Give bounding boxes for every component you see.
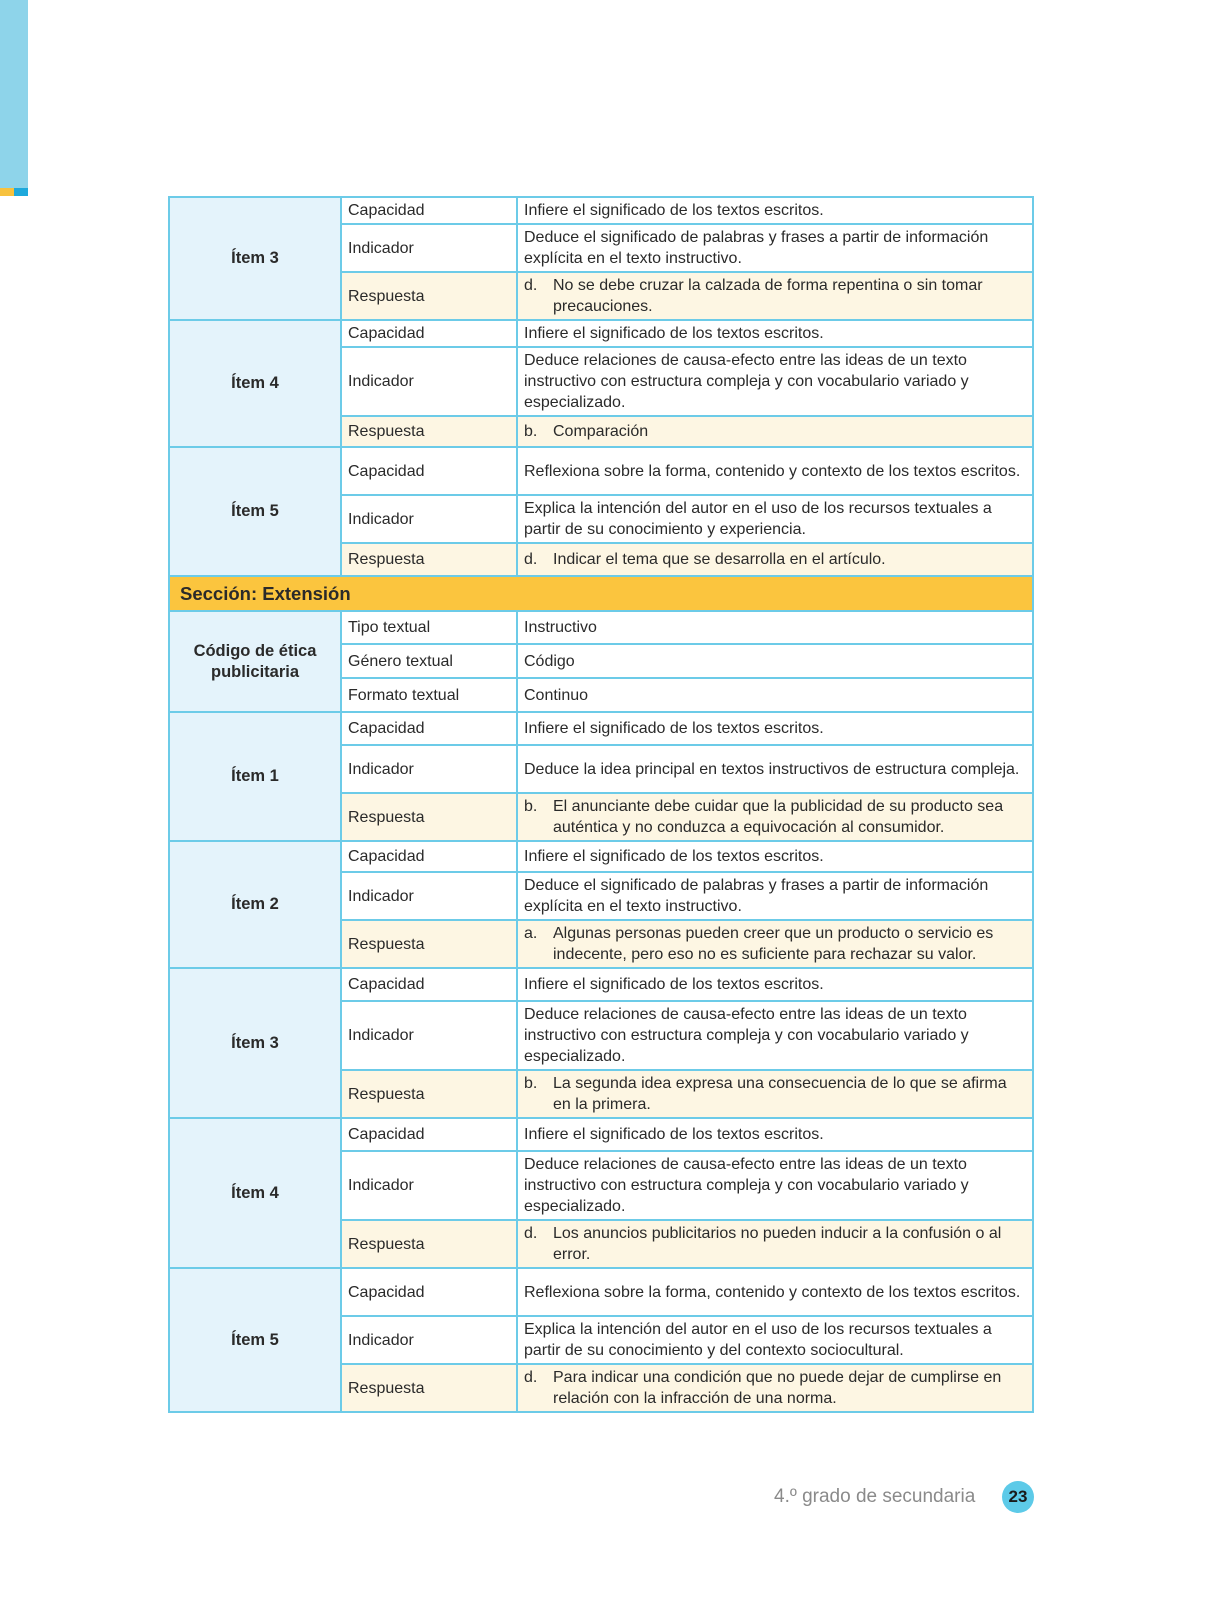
capacidad-value: Infiere el significado de los textos escritos. (517, 712, 1033, 745)
item-label: Ítem 3 (169, 968, 341, 1118)
option-text: Para indicar una condición que no puede dejar de cumplirse en relación con la infracción de una norma. (553, 1369, 1002, 1407)
indicador-label: Indicador (341, 1316, 517, 1364)
item-label: Ítem 3 (169, 197, 341, 320)
item-label: Ítem 1 (169, 712, 341, 841)
option-letter: a. (524, 925, 538, 942)
respuesta-value (517, 920, 1033, 968)
capacidad-value: Infiere el significado de los textos escritos. (517, 841, 1033, 872)
indicador-value: Deduce el significado de palabras y frases a partir de información explícita en el texto instructivo. (517, 872, 1033, 920)
capacidad-value: Infiere el significado de los textos escritos. (517, 320, 1033, 347)
respuesta-value (517, 1220, 1033, 1268)
option-letter: b. (524, 423, 538, 440)
indicador-value: Explica la intención del autor en el uso de los recursos textuales a partir de su conocimiento y experiencia. (517, 495, 1033, 543)
row-capacidad (169, 447, 1033, 495)
page-number-badge: 23 (1002, 1481, 1034, 1513)
text-title: Código de ética publicitaria (169, 611, 341, 712)
indicador-label: Indicador (341, 745, 517, 793)
option-letter: b. (524, 798, 538, 815)
capacidad-value: Infiere el significado de los textos escritos. (517, 968, 1033, 1001)
row-capacidad (169, 320, 1033, 347)
respuesta-label: Respuesta (341, 1070, 517, 1118)
item-label: Ítem 2 (169, 841, 341, 968)
item-label: Ítem 4 (169, 320, 341, 447)
formato-textual-value: Continuo (517, 678, 1033, 712)
indicador-label: Indicador (341, 347, 517, 416)
tipo-textual-label: Tipo textual (341, 611, 517, 644)
indicador-label: Indicador (341, 1151, 517, 1220)
item-label: Ítem 5 (169, 1268, 341, 1412)
option-text: Algunas personas pueden creer que un producto o servicio es indecente, pero eso no es suficiente para rechazar su valor. (553, 925, 994, 963)
section-header-row (169, 576, 1033, 611)
respuesta-value (517, 272, 1033, 320)
capacidad-label: Capacidad (341, 1268, 517, 1316)
option-text: No se debe cruzar la calzada de forma repentina o sin tomar precauciones. (553, 277, 983, 315)
respuesta-label: Respuesta (341, 1220, 517, 1268)
capacidad-label: Capacidad (341, 320, 517, 347)
indicador-label: Indicador (341, 224, 517, 272)
option-text: Comparación (553, 423, 649, 440)
indicador-value: Deduce el significado de palabras y frases a partir de información explícita en el texto instructivo. (517, 224, 1033, 272)
respuesta-label: Respuesta (341, 416, 517, 447)
option-text: Indicar el tema que se desarrolla en el artículo. (553, 551, 886, 568)
side-accent-bar (0, 0, 28, 188)
respuesta-label: Respuesta (341, 1364, 517, 1412)
option-text: El anunciante debe cuidar que la publicidad de su producto sea auténtica y no conduzca a equivocación al consumidor. (553, 798, 1004, 836)
option-text: Los anuncios publicitarios no pueden inducir a la confusión o al error. (553, 1225, 1002, 1263)
option-letter: b. (524, 1075, 538, 1092)
genero-textual-label: Género textual (341, 644, 517, 678)
respuesta-value (517, 543, 1033, 576)
respuesta-value (517, 793, 1033, 841)
footer-grade-text: 4.º grado de secundaria (774, 1486, 976, 1507)
row-capacidad (169, 841, 1033, 872)
indicador-value: Deduce la idea principal en textos instructivos de estructura compleja. (517, 745, 1033, 793)
row-capacidad (169, 1268, 1033, 1316)
section-title: Sección: Extensión (169, 576, 1033, 611)
side-accent-yellow (0, 188, 14, 196)
respuesta-value (517, 1070, 1033, 1118)
respuesta-label: Respuesta (341, 272, 517, 320)
option-text: La segunda idea expresa una consecuencia de lo que se afirma en la primera. (553, 1075, 1007, 1113)
capacidad-label: Capacidad (341, 1118, 517, 1151)
capacidad-value: Infiere el significado de los textos escritos. (517, 197, 1033, 224)
option-letter: d. (524, 551, 538, 568)
indicador-value: Deduce relaciones de causa-efecto entre las ideas de un texto instructivo con estructura compleja y con vocabulario variado y especializado. (517, 347, 1033, 416)
row-tipo-textual (169, 611, 1033, 644)
indicador-value: Explica la intención del autor en el uso de los recursos textuales a partir de su conocimiento y del contexto sociocultural. (517, 1316, 1033, 1364)
item-label: Ítem 5 (169, 447, 341, 576)
option-letter: d. (524, 1225, 538, 1242)
respuesta-value (517, 416, 1033, 447)
capacidad-value: Reflexiona sobre la forma, contenido y contexto de los textos escritos. (517, 1268, 1033, 1316)
respuesta-label: Respuesta (341, 793, 517, 841)
row-capacidad (169, 1118, 1033, 1151)
row-capacidad (169, 197, 1033, 224)
respuesta-label: Respuesta (341, 920, 517, 968)
tipo-textual-value: Instructivo (517, 611, 1033, 644)
side-accent-blue (14, 188, 28, 196)
indicador-value: Deduce relaciones de causa-efecto entre las ideas de un texto instructivo con estructura compleja y con vocabulario variado y especializado. (517, 1001, 1033, 1070)
capacidad-label: Capacidad (341, 968, 517, 1001)
indicador-label: Indicador (341, 495, 517, 543)
respuesta-value (517, 1364, 1033, 1412)
indicador-label: Indicador (341, 1001, 517, 1070)
item-label: Ítem 4 (169, 1118, 341, 1268)
option-letter: d. (524, 1369, 538, 1386)
capacidad-label: Capacidad (341, 447, 517, 495)
row-capacidad (169, 968, 1033, 1001)
answer-key-table (168, 196, 1034, 1413)
capacidad-label: Capacidad (341, 197, 517, 224)
capacidad-label: Capacidad (341, 841, 517, 872)
capacidad-value: Infiere el significado de los textos escritos. (517, 1118, 1033, 1151)
capacidad-label: Capacidad (341, 712, 517, 745)
respuesta-label: Respuesta (341, 543, 517, 576)
capacidad-value: Reflexiona sobre la forma, contenido y contexto de los textos escritos. (517, 447, 1033, 495)
row-capacidad (169, 712, 1033, 745)
genero-textual-value: Código (517, 644, 1033, 678)
indicador-value: Deduce relaciones de causa-efecto entre las ideas de un texto instructivo con estructura compleja y con vocabulario variado y especializado. (517, 1151, 1033, 1220)
formato-textual-label: Formato textual (341, 678, 517, 712)
indicador-label: Indicador (341, 872, 517, 920)
option-letter: d. (524, 277, 538, 294)
